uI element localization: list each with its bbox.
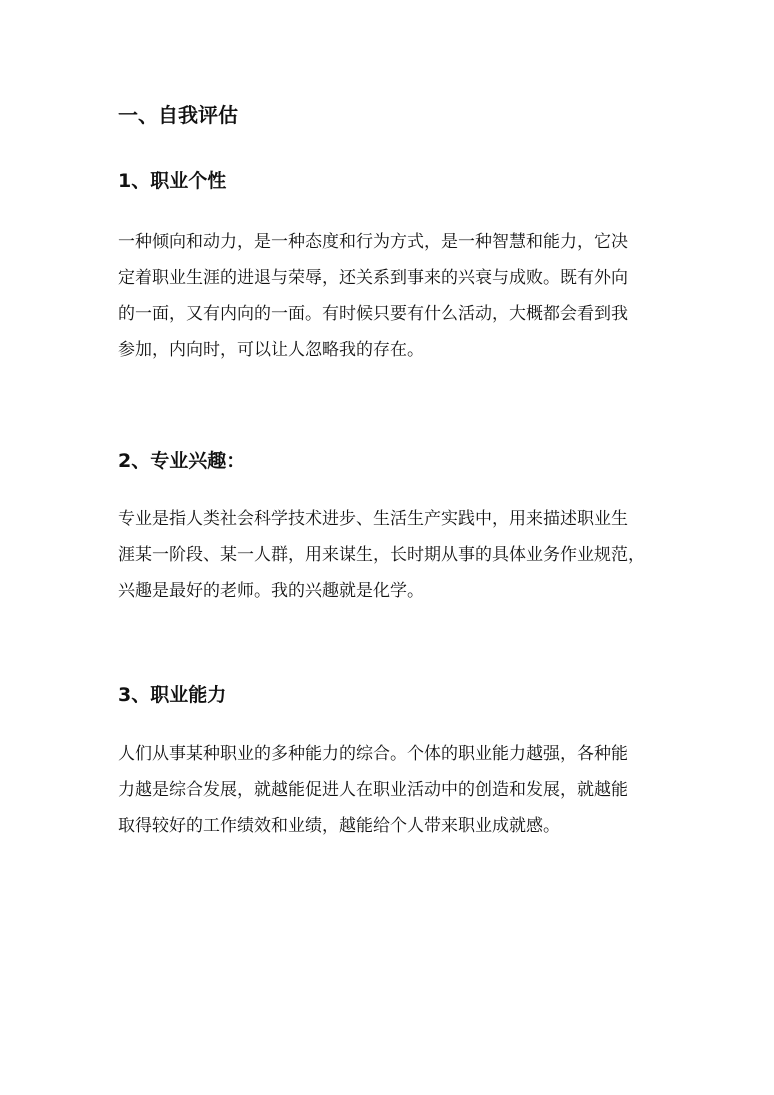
paragraph-line: 专业是指人类社会科学技术进步、生活生产实践中，用来描述职业生 [118,509,628,529]
section-heading-personality: 1、职业个性 [118,170,227,192]
paragraph-line: 的一面，又有内向的一面。有时候只要有什么活动，大概都会看到我 [118,304,628,324]
paragraph-line: 人们从事某种职业的多种能力的综合。个体的职业能力越强，各种能 [118,744,628,764]
paragraph-line: 参加，内向时，可以让人忽略我的存在。 [118,340,424,360]
section-paragraph-personality [118,224,670,368]
paragraph-line: 取得较好的工作绩效和业绩，越能给个人带来职业成就感。 [118,816,560,836]
section-paragraph-ability [118,736,670,844]
paragraph-line: 涯某一阶段、某一人群，用来谋生，长时期从事的具体业务作业规范， [118,545,645,565]
paragraph-line: 定着职业生涯的进退与荣辱，还关系到事来的兴衰与成败。既有外向 [118,268,628,288]
paragraph-line: 一种倾向和动力，是一种态度和行为方式，是一种智慧和能力，它决 [118,232,628,252]
section-heading-interest: 2、专业兴趣： [118,450,246,472]
section-heading-ability: 3、职业能力 [118,684,227,706]
document-title: 一、自我评估 [118,103,238,127]
section-paragraph-interest [118,501,670,609]
paragraph-line: 兴趣是最好的老师。我的兴趣就是化学。 [118,581,424,601]
paragraph-line: 力越是综合发展，就越能促进人在职业活动中的创造和发展，就越能 [118,780,628,800]
